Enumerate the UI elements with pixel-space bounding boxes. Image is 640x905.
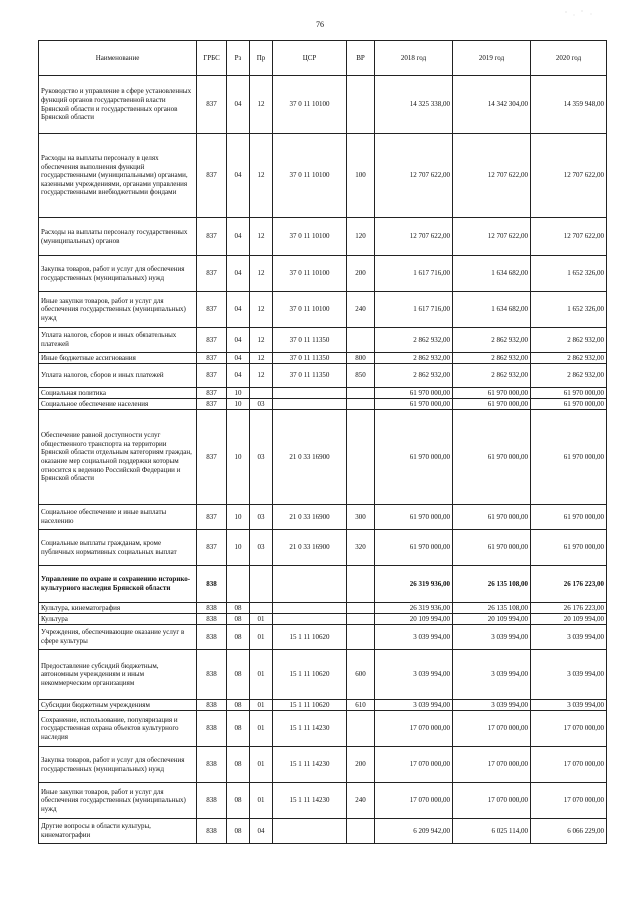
cell-2020: 1 652 326,00 — [531, 292, 607, 328]
cell-vr: 610 — [347, 700, 375, 711]
cell-grbs: 837 — [197, 218, 227, 256]
cell-pr: 12 — [250, 292, 273, 328]
table-row — [39, 364, 607, 388]
cell-2020: 2 862 932,00 — [531, 328, 607, 353]
cell-grbs: 838 — [197, 783, 227, 819]
cell-rz: 08 — [227, 819, 250, 844]
header-name: Наименование — [39, 41, 197, 76]
cell-name: Закупка товаров, работ и услуг для обеспечения государственных (муниципальных) нужд — [39, 256, 197, 292]
cell-rz: 08 — [227, 650, 250, 700]
header-2020: 2020 год — [531, 41, 607, 76]
header-2019: 2019 год — [453, 41, 531, 76]
cell-2019: 12 707 622,00 — [453, 218, 531, 256]
cell-grbs: 838 — [197, 566, 227, 603]
cell-vr — [347, 399, 375, 410]
cell-vr — [347, 76, 375, 134]
cell-2019: 26 135 108,00 — [453, 566, 531, 603]
cell-2019: 61 970 000,00 — [453, 530, 531, 566]
table-row — [39, 328, 607, 353]
cell-grbs: 838 — [197, 625, 227, 650]
page-number: 76 — [316, 20, 324, 29]
table-row — [39, 566, 607, 603]
cell-csr — [273, 388, 347, 399]
cell-rz: 08 — [227, 614, 250, 625]
cell-csr: 15 1 11 10620 — [273, 650, 347, 700]
cell-2018: 12 707 622,00 — [375, 218, 453, 256]
cell-pr: 03 — [250, 505, 273, 530]
cell-2020: 61 970 000,00 — [531, 505, 607, 530]
cell-grbs: 838 — [197, 650, 227, 700]
header-pr: Пр — [250, 41, 273, 76]
cell-vr — [347, 566, 375, 603]
table-row — [39, 747, 607, 783]
cell-name: Закупка товаров, работ и услуг для обеспечения государственных (муниципальных) нужд — [39, 747, 197, 783]
cell-csr — [273, 399, 347, 410]
cell-grbs: 838 — [197, 819, 227, 844]
header-csr: ЦСР — [273, 41, 347, 76]
cell-pr: 03 — [250, 530, 273, 566]
cell-rz: 04 — [227, 328, 250, 353]
table-row — [39, 530, 607, 566]
cell-csr: 21 0 33 16900 — [273, 505, 347, 530]
cell-pr: 01 — [250, 650, 273, 700]
cell-2018: 14 325 338,00 — [375, 76, 453, 134]
cell-rz: 08 — [227, 711, 250, 747]
cell-vr: 320 — [347, 530, 375, 566]
cell-grbs: 838 — [197, 700, 227, 711]
cell-2020: 14 359 948,00 — [531, 76, 607, 134]
cell-grbs: 838 — [197, 711, 227, 747]
cell-2018: 17 070 000,00 — [375, 747, 453, 783]
cell-name: Расходы на выплаты персоналу в целях обеспечения выполнения функций государственными (муниципальными) органами, казенными учреждениями, органами управления государственными внебюджетными фондами — [39, 134, 197, 218]
cell-pr: 12 — [250, 76, 273, 134]
cell-2020: 61 970 000,00 — [531, 530, 607, 566]
cell-pr: 12 — [250, 328, 273, 353]
cell-pr: 01 — [250, 700, 273, 711]
cell-rz: 08 — [227, 783, 250, 819]
cell-grbs: 837 — [197, 292, 227, 328]
cell-2018: 12 707 622,00 — [375, 134, 453, 218]
cell-rz: 04 — [227, 256, 250, 292]
cell-rz: 10 — [227, 399, 250, 410]
cell-2019: 17 070 000,00 — [453, 783, 531, 819]
cell-csr: 21 0 33 16900 — [273, 410, 347, 505]
cell-vr: 200 — [347, 747, 375, 783]
cell-2020: 3 039 994,00 — [531, 625, 607, 650]
cell-2019: 61 970 000,00 — [453, 505, 531, 530]
cell-rz: 08 — [227, 625, 250, 650]
cell-grbs: 837 — [197, 505, 227, 530]
cell-vr — [347, 410, 375, 505]
cell-grbs: 838 — [197, 603, 227, 614]
cell-grbs: 837 — [197, 353, 227, 364]
cell-name: Сохранение, использование, популяризация и государственная охрана объектов культурного наследия — [39, 711, 197, 747]
cell-2018: 2 862 932,00 — [375, 353, 453, 364]
cell-name: Культура, кинематография — [39, 603, 197, 614]
cell-name: Иные закупки товаров, работ и услуг для обеспечения государственных (муниципальных) нужд — [39, 783, 197, 819]
cell-rz: 04 — [227, 353, 250, 364]
cell-csr: 21 0 33 16900 — [273, 530, 347, 566]
cell-2019: 61 970 000,00 — [453, 388, 531, 399]
cell-2019: 3 039 994,00 — [453, 650, 531, 700]
cell-2019: 26 135 108,00 — [453, 603, 531, 614]
table-row — [39, 783, 607, 819]
cell-csr — [273, 819, 347, 844]
cell-name: Расходы на выплаты персоналу государственных (муниципальных) органов — [39, 218, 197, 256]
cell-2020: 2 862 932,00 — [531, 353, 607, 364]
table-row — [39, 388, 607, 399]
cell-vr — [347, 388, 375, 399]
cell-vr — [347, 625, 375, 650]
cell-2019: 17 070 000,00 — [453, 711, 531, 747]
table-row — [39, 819, 607, 844]
cell-2020: 61 970 000,00 — [531, 410, 607, 505]
cell-pr: 03 — [250, 410, 273, 505]
header-rz: Рз — [227, 41, 250, 76]
table-row — [39, 614, 607, 625]
cell-2018: 26 319 936,00 — [375, 603, 453, 614]
cell-2020: 12 707 622,00 — [531, 218, 607, 256]
cell-2018: 17 070 000,00 — [375, 711, 453, 747]
cell-2018: 1 617 716,00 — [375, 256, 453, 292]
cell-2018: 6 209 942,00 — [375, 819, 453, 844]
table-row — [39, 76, 607, 134]
cell-vr: 300 — [347, 505, 375, 530]
cell-csr: 15 1 11 14230 — [273, 747, 347, 783]
cell-2020: 17 070 000,00 — [531, 783, 607, 819]
cell-csr: 37 0 11 11350 — [273, 364, 347, 388]
cell-vr — [347, 711, 375, 747]
cell-pr: 01 — [250, 625, 273, 650]
cell-name: Уплата налогов, сборов и иных обязательных платежей — [39, 328, 197, 353]
header-vr: ВР — [347, 41, 375, 76]
cell-2020: 17 070 000,00 — [531, 711, 607, 747]
cell-rz: 08 — [227, 747, 250, 783]
cell-2019: 2 862 932,00 — [453, 353, 531, 364]
table-row — [39, 353, 607, 364]
cell-csr: 37 0 11 11350 — [273, 328, 347, 353]
cell-rz — [227, 566, 250, 603]
cell-csr: 15 1 11 10620 — [273, 700, 347, 711]
cell-2020: 3 039 994,00 — [531, 700, 607, 711]
cell-2020: 17 070 000,00 — [531, 747, 607, 783]
cell-pr: 12 — [250, 364, 273, 388]
cell-2019: 6 025 114,00 — [453, 819, 531, 844]
table-row — [39, 711, 607, 747]
cell-name: Социальная политика — [39, 388, 197, 399]
cell-rz: 04 — [227, 134, 250, 218]
cell-2019: 1 634 682,00 — [453, 256, 531, 292]
table-body — [39, 76, 607, 844]
cell-rz: 04 — [227, 218, 250, 256]
cell-csr — [273, 603, 347, 614]
cell-pr: 12 — [250, 134, 273, 218]
cell-csr: 37 0 11 10100 — [273, 256, 347, 292]
cell-vr: 240 — [347, 783, 375, 819]
cell-2018: 3 039 994,00 — [375, 625, 453, 650]
cell-grbs: 837 — [197, 399, 227, 410]
cell-name: Учреждения, обеспечивающие оказание услуг в сфере культуры — [39, 625, 197, 650]
cell-vr: 800 — [347, 353, 375, 364]
cell-vr — [347, 328, 375, 353]
cell-2019: 14 342 304,00 — [453, 76, 531, 134]
cell-vr: 600 — [347, 650, 375, 700]
cell-grbs: 838 — [197, 614, 227, 625]
cell-pr: 12 — [250, 256, 273, 292]
cell-2018: 61 970 000,00 — [375, 410, 453, 505]
header-grbs: ГРБС — [197, 41, 227, 76]
cell-2018: 61 970 000,00 — [375, 530, 453, 566]
table-row — [39, 625, 607, 650]
cell-rz: 08 — [227, 700, 250, 711]
cell-2019: 1 634 682,00 — [453, 292, 531, 328]
cell-csr: 37 0 11 10100 — [273, 218, 347, 256]
cell-csr: 37 0 11 10100 — [273, 76, 347, 134]
cell-name: Субсидии бюджетным учреждениям — [39, 700, 197, 711]
cell-pr — [250, 388, 273, 399]
cell-2020: 6 066 229,00 — [531, 819, 607, 844]
cell-grbs: 837 — [197, 328, 227, 353]
cell-2019: 17 070 000,00 — [453, 747, 531, 783]
cell-2018: 61 970 000,00 — [375, 505, 453, 530]
cell-vr: 120 — [347, 218, 375, 256]
cell-2020: 26 176 223,00 — [531, 603, 607, 614]
cell-rz: 10 — [227, 530, 250, 566]
cell-pr: 03 — [250, 399, 273, 410]
cell-grbs: 837 — [197, 410, 227, 505]
cell-2018: 3 039 994,00 — [375, 700, 453, 711]
cell-vr — [347, 614, 375, 625]
cell-name: Иные закупки товаров, работ и услуг для обеспечения государственных (муниципальных) нужд — [39, 292, 197, 328]
cell-name: Управление по охране и сохранению историко-культурного наследия Брянской области — [39, 566, 197, 603]
cell-2018: 17 070 000,00 — [375, 783, 453, 819]
cell-rz: 10 — [227, 410, 250, 505]
cell-vr — [347, 603, 375, 614]
cell-name: Иные бюджетные ассигнования — [39, 353, 197, 364]
cell-2020: 61 970 000,00 — [531, 388, 607, 399]
cell-2019: 61 970 000,00 — [453, 410, 531, 505]
cell-rz: 04 — [227, 364, 250, 388]
cell-2018: 61 970 000,00 — [375, 399, 453, 410]
header-2018: 2018 год — [375, 41, 453, 76]
cell-pr — [250, 566, 273, 603]
cell-grbs: 838 — [197, 747, 227, 783]
cell-name: Обеспечение равной доступности услуг общественного транспорта на территории Брянской области отдельным категориям граждан, оказание мер социальной поддержки которым относится к ведению Российской Федерации и Брянской области — [39, 410, 197, 505]
table-row — [39, 292, 607, 328]
cell-2018: 2 862 932,00 — [375, 364, 453, 388]
cell-rz: 04 — [227, 76, 250, 134]
table-row — [39, 410, 607, 505]
table-row — [39, 603, 607, 614]
cell-name: Предоставление субсидий бюджетным, автономным учреждениям и иным некоммерческим организациям — [39, 650, 197, 700]
cell-vr: 200 — [347, 256, 375, 292]
table-row — [39, 256, 607, 292]
cell-2018: 20 109 994,00 — [375, 614, 453, 625]
cell-pr: 12 — [250, 218, 273, 256]
cell-csr — [273, 614, 347, 625]
cell-vr: 850 — [347, 364, 375, 388]
cell-2020: 3 039 994,00 — [531, 650, 607, 700]
cell-name: Социальное обеспечение и иные выплаты населению — [39, 505, 197, 530]
cell-pr: 01 — [250, 711, 273, 747]
table-header-row — [39, 41, 607, 76]
cell-csr: 37 0 11 11350 — [273, 353, 347, 364]
cell-name: Культура — [39, 614, 197, 625]
cell-name: Руководство и управление в сфере установленных функций органов государственной власти Брянской области и государственных органов Брянской области — [39, 76, 197, 134]
cell-name: Другие вопросы в области культуры, кинематографии — [39, 819, 197, 844]
cell-2019: 20 109 994,00 — [453, 614, 531, 625]
cell-2018: 1 617 716,00 — [375, 292, 453, 328]
cell-2019: 2 862 932,00 — [453, 364, 531, 388]
table-row — [39, 700, 607, 711]
cell-2019: 12 707 622,00 — [453, 134, 531, 218]
cell-pr: 01 — [250, 614, 273, 625]
cell-vr — [347, 819, 375, 844]
cell-pr: 04 — [250, 819, 273, 844]
cell-grbs: 837 — [197, 530, 227, 566]
table-row — [39, 505, 607, 530]
cell-pr: 01 — [250, 747, 273, 783]
cell-csr: 37 0 11 10100 — [273, 292, 347, 328]
cell-2020: 1 652 326,00 — [531, 256, 607, 292]
cell-vr: 240 — [347, 292, 375, 328]
table-row — [39, 218, 607, 256]
cell-2019: 61 970 000,00 — [453, 399, 531, 410]
cell-2020: 12 707 622,00 — [531, 134, 607, 218]
cell-pr — [250, 603, 273, 614]
cell-name: Социальное обеспечение населения — [39, 399, 197, 410]
cell-name: Социальные выплаты гражданам, кроме публичных нормативных социальных выплат — [39, 530, 197, 566]
cell-rz: 04 — [227, 292, 250, 328]
table-row — [39, 134, 607, 218]
cell-2019: 3 039 994,00 — [453, 700, 531, 711]
table-row — [39, 399, 607, 410]
cell-name: Уплата налогов, сборов и иных платежей — [39, 364, 197, 388]
cell-pr: 12 — [250, 353, 273, 364]
cell-rz: 08 — [227, 603, 250, 614]
cell-csr: 15 1 11 14230 — [273, 783, 347, 819]
cell-2020: 20 109 994,00 — [531, 614, 607, 625]
table-row — [39, 650, 607, 700]
cell-2020: 26 176 223,00 — [531, 566, 607, 603]
cell-rz: 10 — [227, 505, 250, 530]
cell-2018: 3 039 994,00 — [375, 650, 453, 700]
cell-grbs: 837 — [197, 256, 227, 292]
cell-2018: 61 970 000,00 — [375, 388, 453, 399]
cell-csr: 15 1 11 10620 — [273, 625, 347, 650]
cell-2020: 2 862 932,00 — [531, 364, 607, 388]
cell-2020: 61 970 000,00 — [531, 399, 607, 410]
budget-table — [38, 40, 607, 844]
cell-csr: 37 0 11 10100 — [273, 134, 347, 218]
cell-2019: 2 862 932,00 — [453, 328, 531, 353]
scan-noise-mark — [560, 8, 600, 18]
cell-2019: 3 039 994,00 — [453, 625, 531, 650]
cell-grbs: 837 — [197, 388, 227, 399]
cell-grbs: 837 — [197, 134, 227, 218]
cell-rz: 10 — [227, 388, 250, 399]
cell-csr: 15 1 11 14230 — [273, 711, 347, 747]
cell-2018: 26 319 936,00 — [375, 566, 453, 603]
cell-grbs: 837 — [197, 364, 227, 388]
cell-csr — [273, 566, 347, 603]
cell-2018: 2 862 932,00 — [375, 328, 453, 353]
cell-vr: 100 — [347, 134, 375, 218]
cell-pr: 01 — [250, 783, 273, 819]
cell-grbs: 837 — [197, 76, 227, 134]
